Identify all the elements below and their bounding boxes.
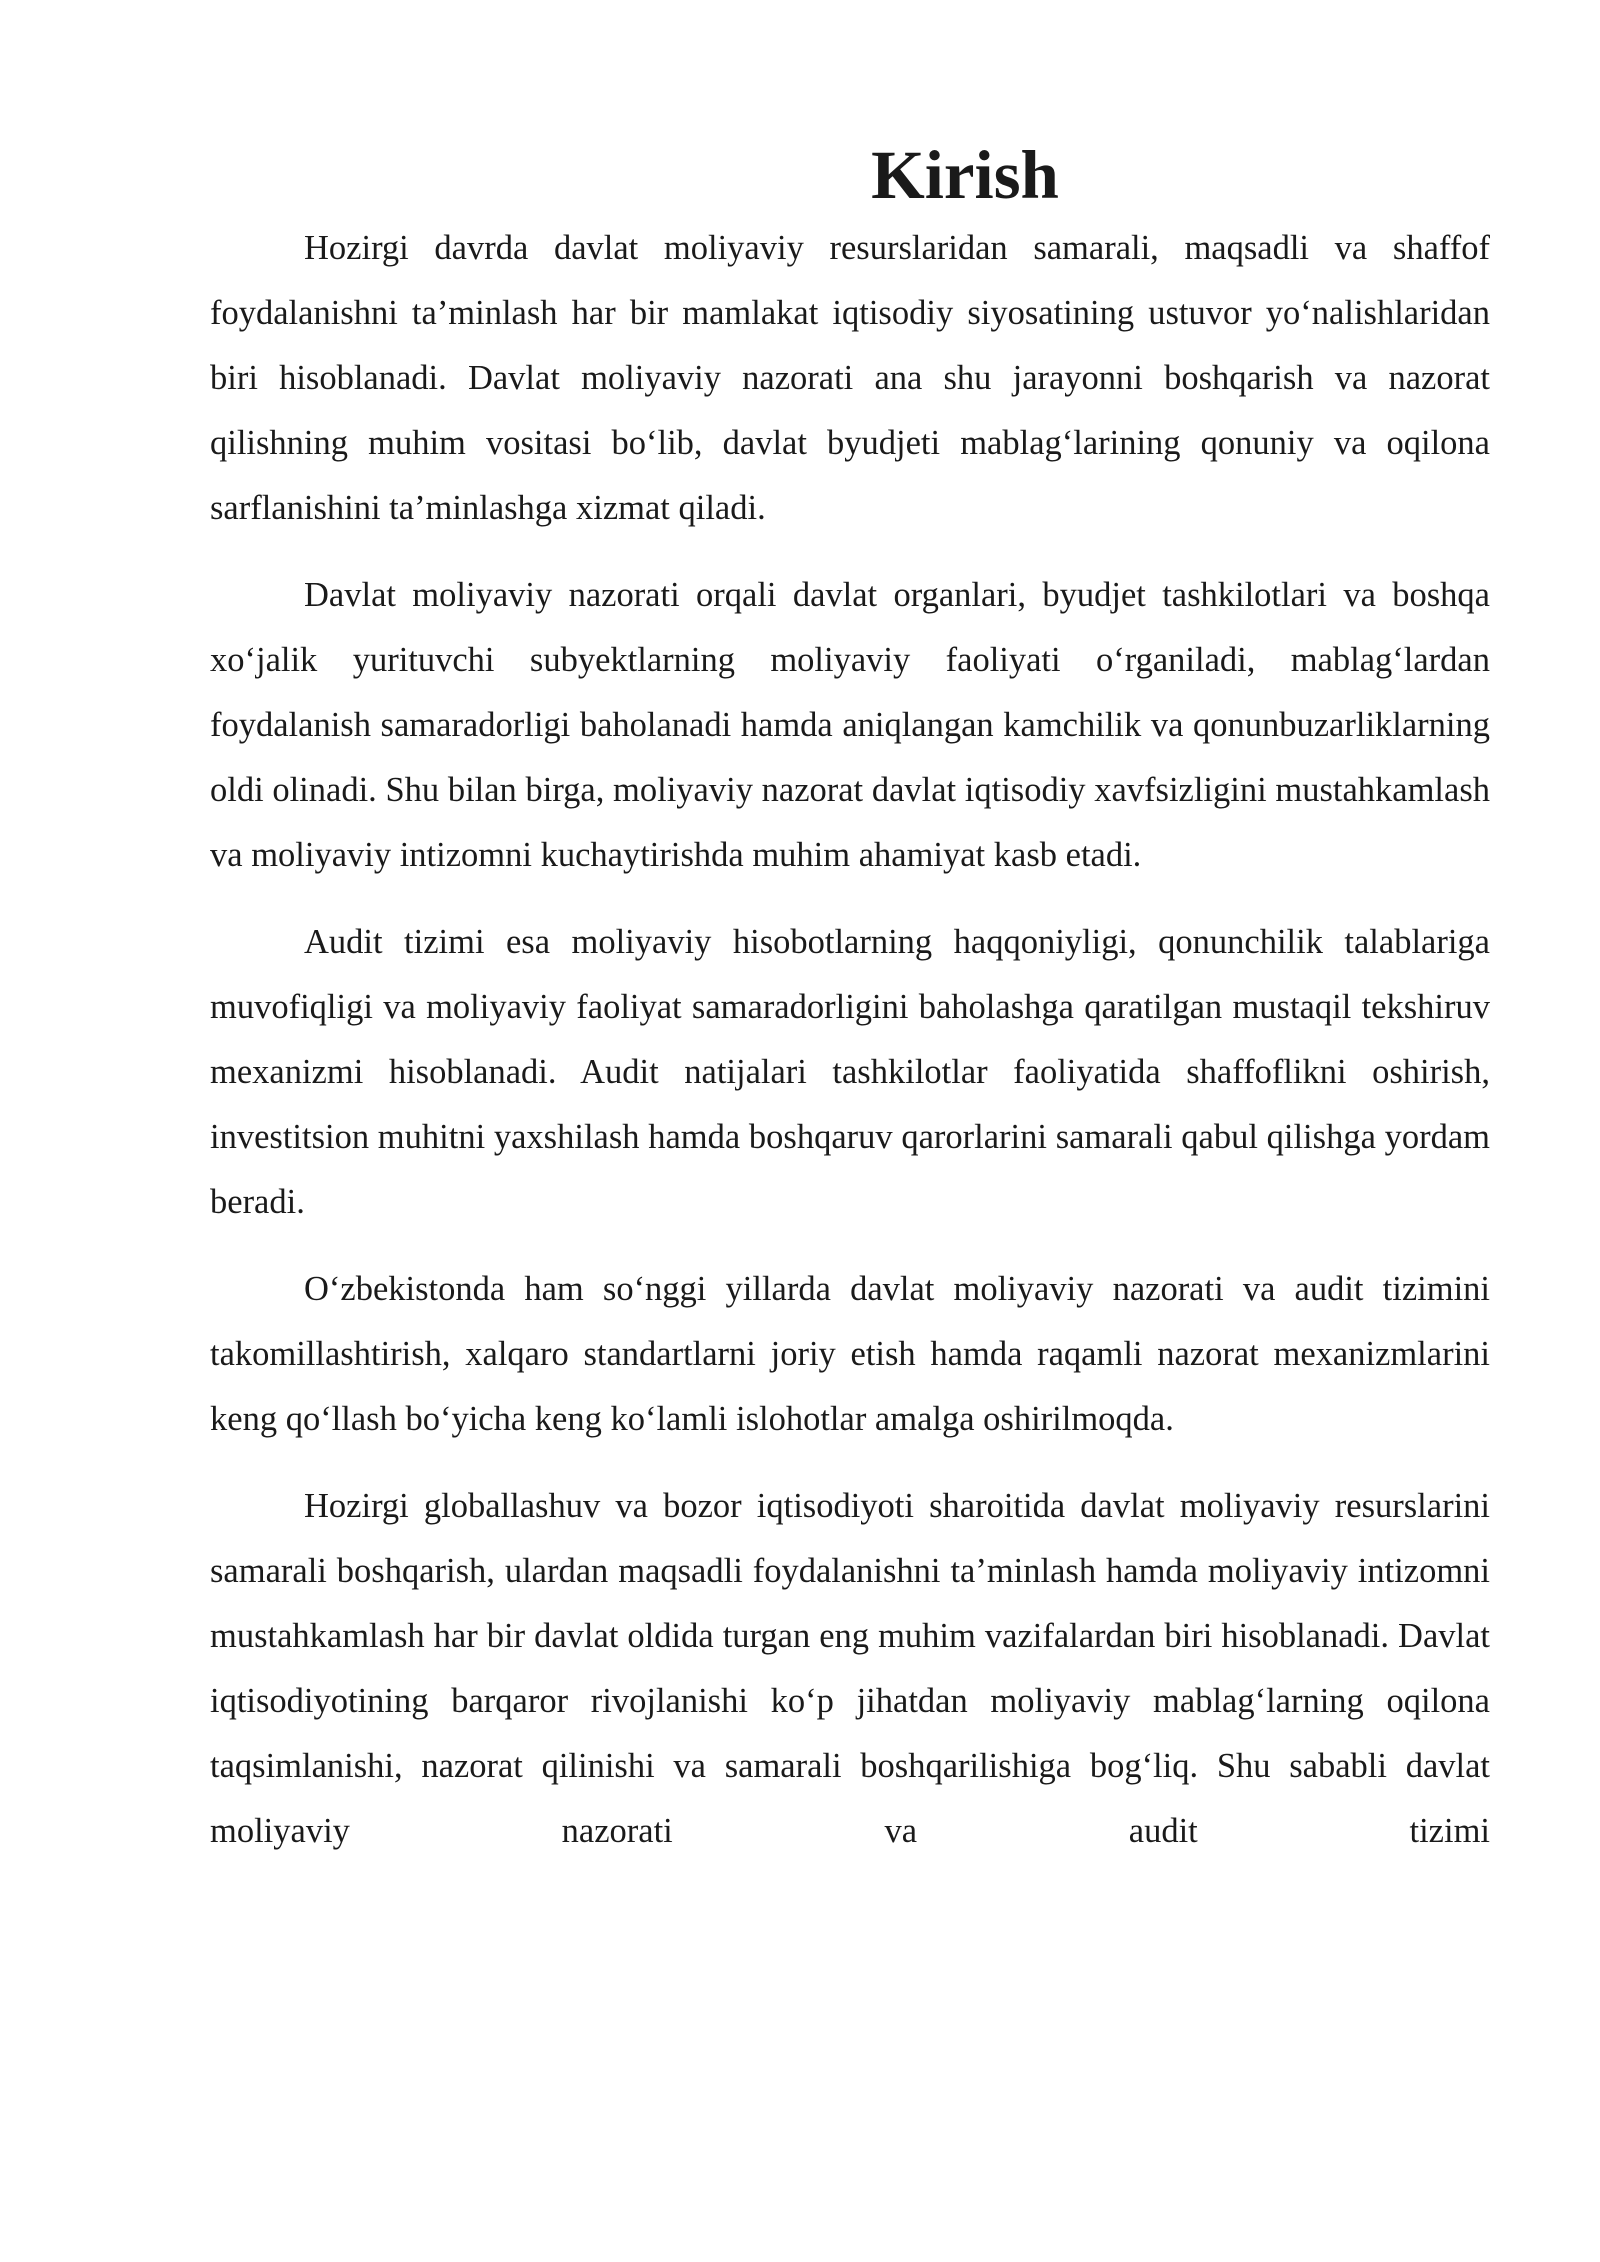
document-page [210,137,1490,1886]
paragraph-4: O‘zbekistonda ham so‘nggi yillarda davlat moliyaviy nazorati va audit tizimini takomillashtirish, xalqaro standartlarni joriy etish hamda raqamli nazorat mexanizmlarini keng qo‘llash bo‘yicha keng ko‘lamli islohotlar amalga oshirilmoqda. [210,1270,1490,1438]
paragraph-2: Davlat moliyaviy nazorati orqali davlat organlari, byudjet tashkilotlari va boshqa xo‘jalik yurituvchi subyektlarning moliyaviy faoliyati o‘rganiladi, mablag‘lardan foydalanish samaradorligi baholanadi hamda aniqlangan kamchilik va qonunbuzarliklarning oldi olinadi. Shu bilan birga, moliyaviy nazorat davlat iqtisodiy xavfsizligini mustahkamlash va moliyaviy intizomni kuchaytirishda muhim ahamiyat kasb etadi. [210,576,1490,874]
paragraph-5: Hozirgi globallashuv va bozor iqtisodiyoti sharoitida davlat moliyaviy resurslarini samarali boshqarish, ulardan maqsadli foydalanishni ta’minlash hamda moliyaviy intizomni mustahkamlash har bir davlat oldida turgan eng muhim vazifalardan biri hisoblanadi. Davlat iqtisodiyotining barqaror rivojlanishi ko‘p jihatdan moliyaviy mablag‘larning oqilona taqsimlanishi, nazorat qilinishi va samarali boshqarilishiga bog‘liq. Shu sababli davlat moliyaviy nazorati va audit tizimi [210,1487,1490,1850]
paragraph-3: Audit tizimi esa moliyaviy hisobotlarning haqqoniyligi, qonunchilik talablariga muvofiqligi va moliyaviy faoliyat samaradorligini baholashga qaratilgan mustaqil tekshiruv mexanizmi hisoblanadi. Audit natijalari tashkilotlar faoliyatida shaffoflikni oshirish, investitsion muhitni yaxshilash hamda boshqaruv qarorlarini samarali qabul qilishga yordam beradi. [210,923,1490,1221]
paragraph-1: Hozirgi davrda davlat moliyaviy resurslaridan samarali, maqsadli va shaffof foydalanishni ta’minlash har bir mamlakat iqtisodiy siyosatining ustuvor yo‘nalishlaridan biri hisoblanadi. Davlat moliyaviy nazorati ana shu jarayonni boshqarish va nazorat qilishning muhim vositasi bo‘lib, davlat byudjeti mablag‘larining qonuniy va oqilona sarflanishini ta’minlashga xizmat qiladi. [210,229,1490,527]
page-title: Kirish [871,137,1059,213]
